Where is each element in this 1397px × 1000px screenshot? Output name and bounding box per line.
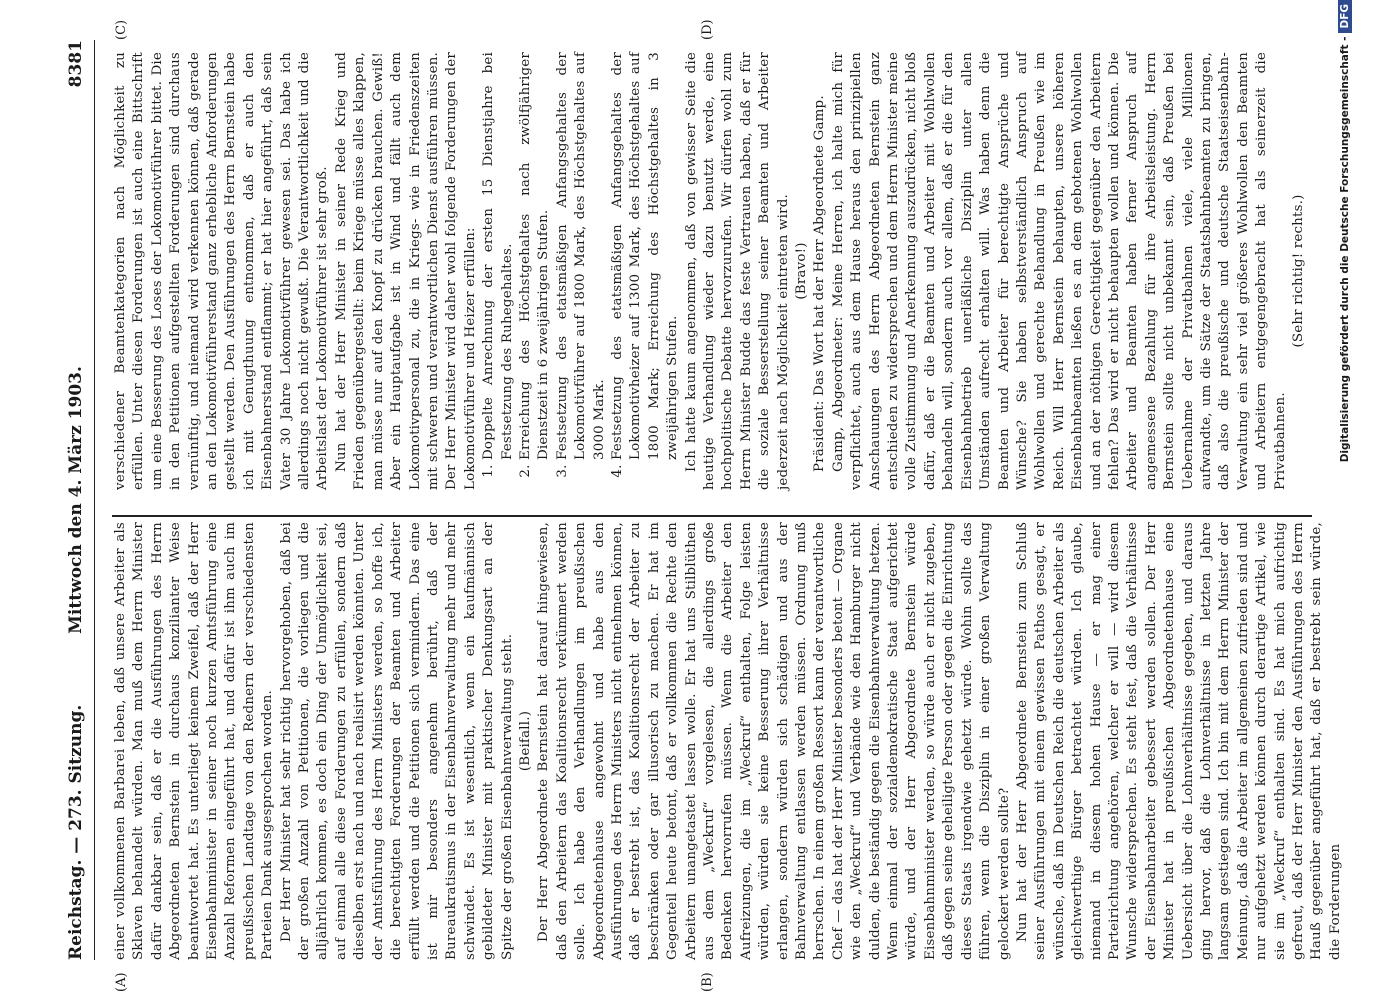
paragraph: Nun hat der Herr Minister in seiner Rede Krieg und Frieden gegenübergestellt: beim Kriege müsse alles klappen, man müsse nur auf den Knopf zu drücken brauchen. Gewiß! Aber ein Hauptaufgabe ist in Wind und fällt auch dem Lokomotivpersonal zu, die in Kriegs- wie in Friedenszeiten mit schweren und verantwortlichen Dienst ausführen müssen. Der Herr Minister wird daher wohl folgende Forderungen der Lokomotivführer und Heizer erfüllen:	[333, 52, 478, 490]
list-item: 3. Festsetzung des etatsmäßigen Anfangsgehaltes der Lokomotivführer auf 1800 Mark, des Höchstgehaltes auf 3000 Mark.	[554, 52, 609, 460]
paragraph: Ich hatte kaum angenommen, daß von gewisser Seite die heutige Verhandlung wieder dazu benutzt werde, eine hochpolitische Debatte hervorzurufen. Wir dürfen wohl zum Herrn Minister Budde das feste Vertrauen haben, daß er für die soziale Besserstellung seiner Beamten und Arbeiter jederzeit nach Möglichkeit eintreten wird.	[683, 52, 791, 490]
paragraph: Der Herr Minister hat sehr richtig hervorgehoben, daß bei der großen Anzahl von Petitionen, die vorliegen und die alljährlich kommen, es doch ein Ding der Unmöglichkeit sei, auf einmal alle diese Forderungen zu erfüllen, sondern daß dieselben erst nach und nach realisirt werden könnten. Unter der Amtsführung des Herrn Ministers werden, so hoffe ich, die berechtigten Forderungen der Beamten und Arbeiter erfüllt werden und die Petitionen sich vermindern. Das eine ist mir besonders angenehm berührt, daß der Bureaukratismus in der Eisenbahnverwaltung mehr und mehr schwindet. Es ist wesentlich, wenn ein kaufmännisch gebildeter Minister mit praktischer Denkungsart an der Spitze der großen Eisenbahnverwaltung steht.	[278, 522, 515, 960]
paragraph: verschiedener Beamtenkategorien nach Möglichkeit zu erfüllen. Unter diesen Forderungen ist auch eine Bittschrift um eine Besserung des Loses der Lokomotivführer bittet. Die in den Petitionen aufgestellten Forderungen sind durchaus vernünftig, und niemand wird verkennen können, daß gerade an den Lokomotivführerstand ganz erhebliche Anforderungen gestellt werden. Den Ausführungen des Herrn Bernstein habe ich mit Genugthuung entnommen, daß er auch den Eisenbahnerstand entflammt; er hat hier angeführt, daß sein Vater 30 Jahre Lokomotivführer gewesen sei. Das habe ich allerdings noch nicht gewußt. Die Verantwortlichkeit und die Arbeitslast der Lokomotivführer ist sehr groß.	[113, 52, 331, 490]
header-rule	[94, 40, 95, 960]
margin-marker-d: (D)	[700, 19, 715, 40]
margin-marker-c: (C)	[114, 19, 129, 40]
left-column	[112, 522, 1343, 960]
column-divider	[112, 515, 1312, 517]
interjection: (Beifall.)	[517, 710, 533, 772]
paragraph: Gamp, Abgeordneter: Meine Herren, ich halte mich für verpflichtet, auch aus dem Hause heraus den prinzipiellen Anschauungen des Herrn Abgeordneten Bernstein ganz entschieden zu widersprechen und dem Herrn Minister meine volle Zustimmung und Anerkennung auszudrücken, nicht bloß dafür, daß er die Beamten und Arbeiter mit Wohlwollen behandeln will, sondern auch vor allem, daß er die für den Eisenbahnbetrieb unerläßliche Disziplin unter allen Umständen aufrecht erhalten will. Was haben denn die Beamten und Arbeiter für berechtigte Ansprüche und Wünsche? Sie haben selbstverständlich Anspruch auf Wohlwollen und gerechte Behandlung in Preußen wie im Reich. Will Herr Bernstein behaupten, unsere höheren Eisenbahnbeamten ließen es an dem gebotenen Wohlwollen und an der nöthigen Gerechtigkeit gegenüber den Arbeitern fehlen? Das wird er nicht behaupten wollen und können. Die Arbeiter und Beamten haben ferner Anspruch auf angemessene Bezahlung für ihre Arbeitsleistung. Herrn Bernstein sollte nicht unbekannt sein, daß Preußen bei Uebernahme der Privatbahnen viele, viele Millionen aufwandte, um die Sätze der Staatsbahnbeamten zu bringen, daß also die preußische und deutsche Staatseisenbahn-Verwaltung ein sehr viel größeres Wohlwollen den Beamten und Arbeitern entgegengebracht hat als seinerzeit die Privatbahnen.	[830, 52, 1288, 490]
margin-marker-b: (B)	[700, 972, 715, 992]
list-item: 1. Doppelte Anrechnung der ersten 15 Dienstjahre bei Festsetzung des Ruhegehaltes.	[480, 52, 517, 460]
paragraph: Nun hat der Herr Abgeordnete Bernstein zum Schluß seiner Ausführungen mit einem gewissen Pathos gesagt, er wünsche, daß im Deutschen Reich die deutschen Arbeiter als gleichwerthige Bürger betrachtet würden. Ich glaube, niemand in diesem hohen Hause — er mag einer Parteirichtung angehören, welcher er will — wird diesem Wunsche widersprechen. Es steht fest, daß die Verhältnisse der Eisenbahnarbeiter gebessert werden sollen. Der Herr Minister hat in preußischen Abgeordnetenhause eine Uebersicht über die Lohnverhältnisse gegeben, und daraus ging hervor, daß die Lohnverhältnisse in letzten Jahre langsam gestiegen sind. Ich bin mit dem Herrn Minister der Meinung, daß die Arbeiter im allgemeinen zufrieden sind und nur aufgehetzt werden können durch derartige Artikel, wie sie im „Weckruf“ enthalten sind. Es hat mich aufrichtig gefreut, daß der Herr Minister den Ausführungen des Herrn Hauß gegenüber angeführt hat, daß er bestrebt sein würde, die Forderungen	[1014, 522, 1343, 960]
list-item: 4. Festsetzung des etatsmäßigen Anfangsgehaltes der Lokomotivheizer auf 1300 Mark, des Höchstgehaltes auf 1800 Mark; Erreichung des Höchstgehaltes in 3 zweijährigen Stufen.	[609, 52, 683, 460]
paragraph: einer vollkommenen Barbarei leben, daß unsere Arbeiter als Sklaven behandelt würden. Man muß dem Herrn Minister dafür dankbar sein, daß er die Ausführungen des Herrn Abgeordneten Bernstein in durchaus konzilianter Weise beantwortet hat. Es unterliegt keinem Zweifel, daß der Herr Eisenbahnminister in seiner noch kurzen Amtsführung eine Anzahl Reformen eingeführt hat, und dafür ist ihm auch im preußischen Landtage von den Rednern der verschiedensten Parteien Dank ausgesprochen worden.	[113, 522, 276, 960]
page-header	[66, 40, 106, 960]
list-item: 2. Erreichung des Höchstgehaltes nach zwölfjähriger Dienstzeit in 6 zweijährigen Stufen.	[517, 52, 554, 460]
paragraph: Der Herr Abgeordnete Bernstein hat darauf hingewiesen, daß den Arbeitern das Koalitionsrecht verkümmert werden solle. Ich habe den Verhandlungen im preußischen Abgeordnetenhause angewohnt und habe aus den Ausführungen des Herrn Ministers nicht entnehmen können, daß er bestrebt ist, das Koalitionsrecht der Arbeiter zu beschränken oder gar illusorisch zu machen. Er hat im Gegenteil heute betont, daß er vollkommen die Rechte den Arbeitern unangetastet lassen wolle. Er hat uns Stilblüthen aus dem „Weckruf“ vorgelesen, die allerdings große Bedenken hervorrufen müssen. Wenn die Arbeiter den Aufreizungen, die im „Weckruf“ enthalten, Folge leisten würden, würden sie keine Besserung ihrer Verhältnisse erlangen, sondern würden sich schädigen und aus der Bahnverwaltung entlassen werden müssen. Ordnung muß herrschen. In einem großen Ressort kann der verantwortliche Chef — das hat der Herr Minister besonders betont — Organe wie den „Weckruf“ und Verbände wie den Hamburger nicht dulden, die beständig gegen die Eisenbahnverwaltung hetzen. Wenn einmal der sozialdemokratische Staat aufgerichtet würde, und der Herr Abgeordnete Bernstein würde Eisenbahnminister werden, so würde auch er nicht zugeben, daß gegen seine geheiligte Person oder gegen die Einrichtung dieses Staats irgendwie gehetzt würde. Wohin sollte das führen, wenn die Disziplin in einer großen Verwaltung gelockert werden sollte?	[536, 522, 1012, 960]
interjection: (Bravo!)	[794, 242, 810, 300]
header-session: Reichstag. — 273. Sitzung.	[66, 704, 86, 960]
right-column	[112, 52, 1322, 490]
interjection: (Sehr richtig! rechts.)	[1291, 194, 1306, 348]
digitization-credit	[1338, 0, 1352, 1000]
credit-text: Digitalisierung gefördert durch die Deutsche Forschungsgemeinschaft -	[1339, 36, 1351, 463]
header-page-number: 8381	[66, 40, 86, 88]
demands-list	[480, 52, 682, 490]
president-line: Präsident: Das Wort hat der Herr Abgeordnete Gamp.	[812, 95, 828, 472]
dfg-logo: DFG	[1338, 0, 1352, 33]
header-date: Mittwoch den 4. März 1903.	[66, 366, 86, 634]
margin-marker-a: (A)	[114, 972, 129, 992]
